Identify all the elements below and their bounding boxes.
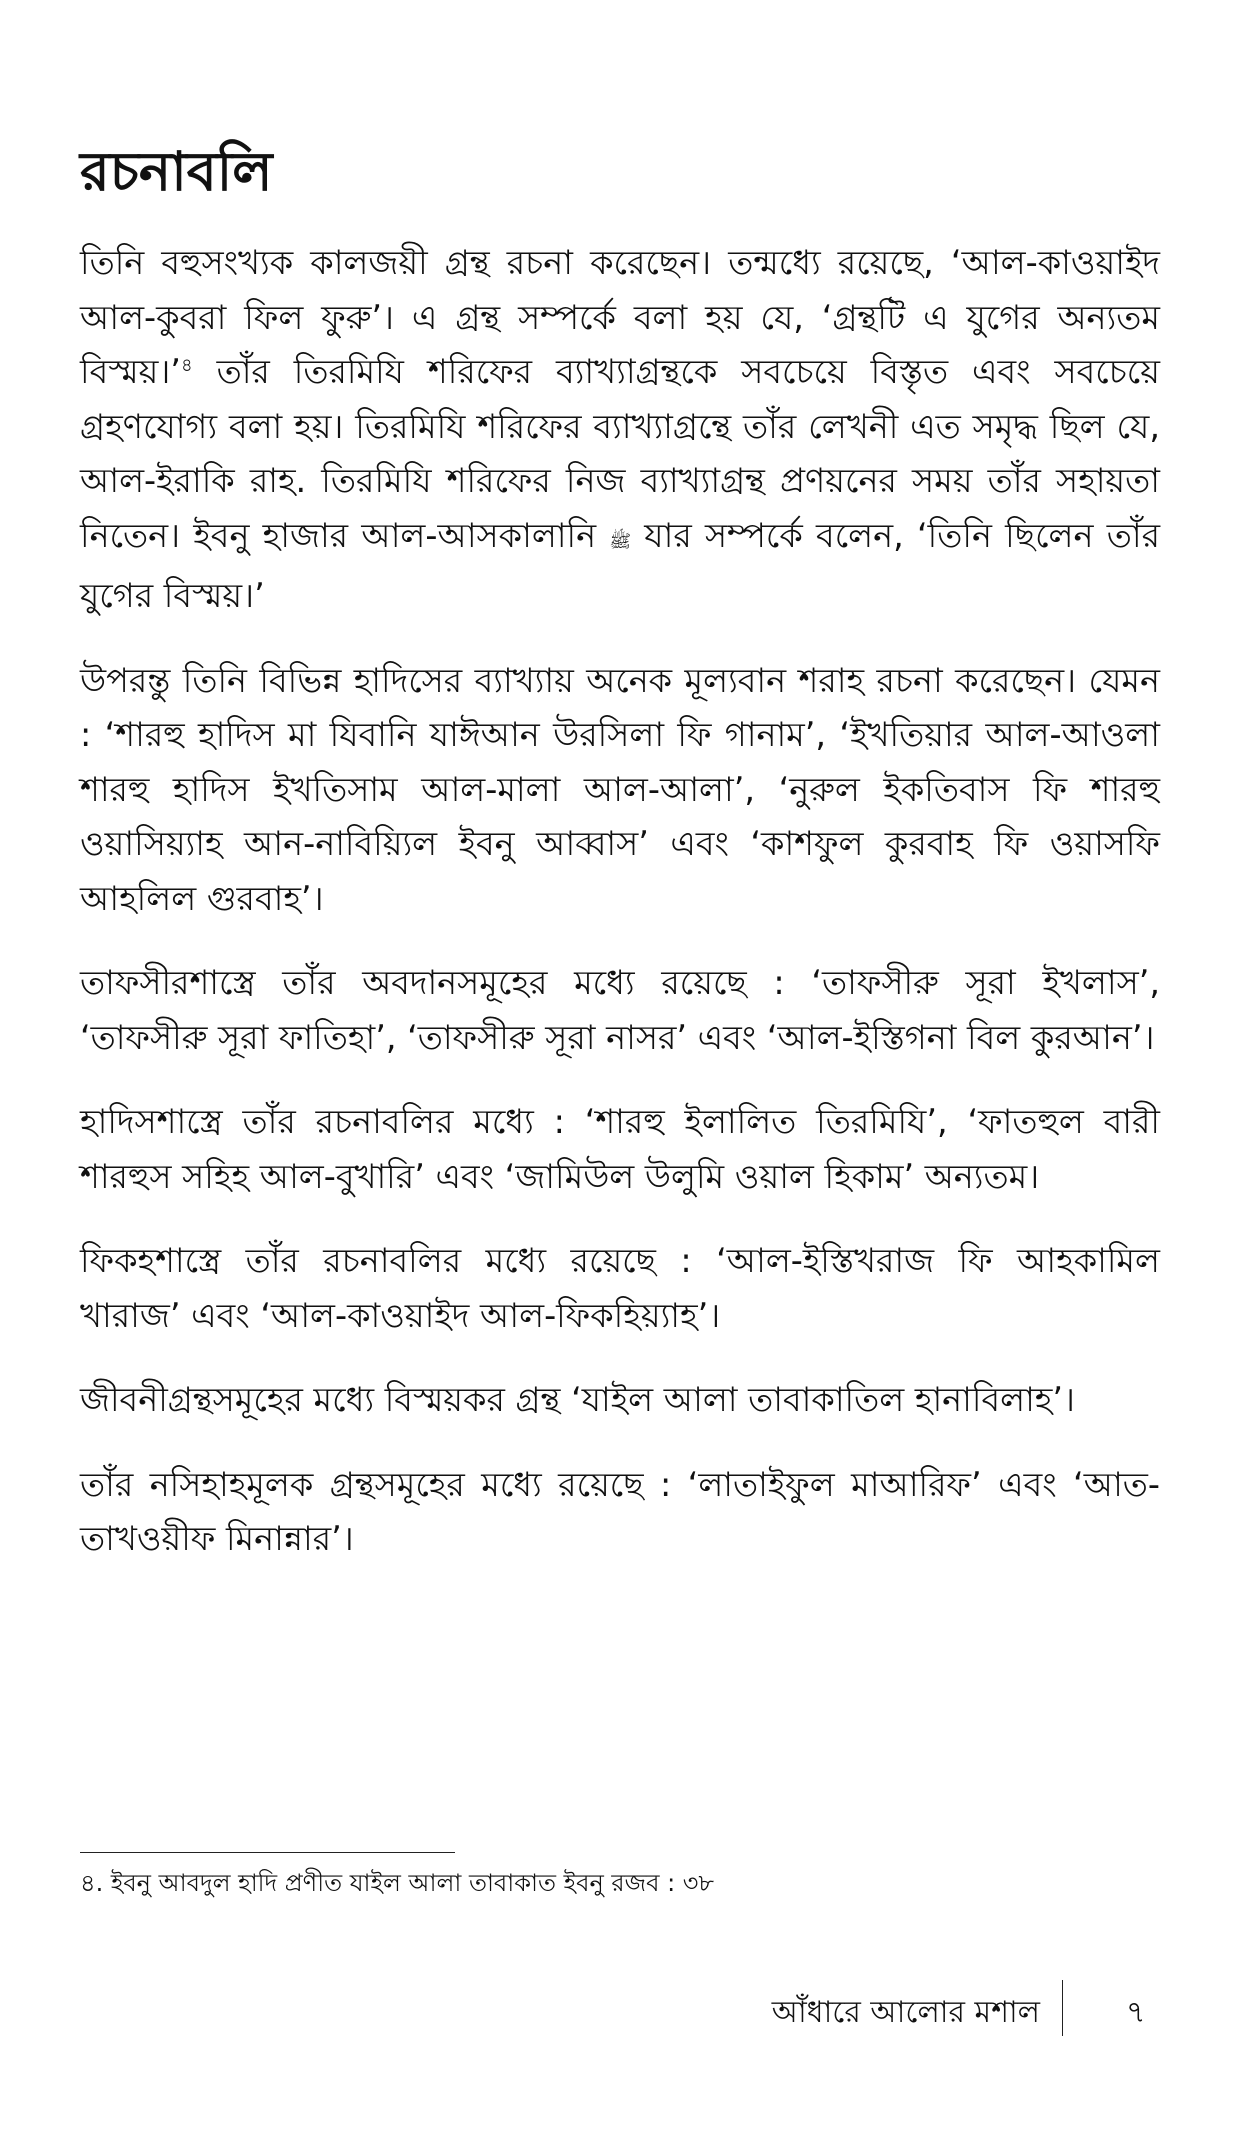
body-text xyxy=(80,236,1160,1597)
paragraph-1 xyxy=(80,236,1160,624)
paragraph-1-text-end: যার সম্পর্কে বলেন, ‘তিনি ছিলেন তাঁর যুগের বিস্ময়।’ xyxy=(80,515,1160,615)
book-title: আঁধারে আলোর মশাল xyxy=(771,1995,1040,2030)
paragraph-6: জীবনীগ্রন্থসমূহের মধ্যে বিস্ময়কর গ্রন্থ ‘যাইল আলা তাবাকাতিল হানাবিলাহ’। xyxy=(80,1380,1076,1419)
honorific-symbol: ﷺ xyxy=(609,530,632,552)
section-heading: রচনাবলি xyxy=(80,140,273,203)
paragraph-5: ফিকহশাস্ত্রে তাঁর রচনাবলির মধ্যে রয়েছে : ‘আল-ইস্তিখরাজ ফি আহকামিল খারাজ’ এবং ‘আল-কাওয়াইদ আল-ফিকহিয়্যাহ’। xyxy=(80,1241,1160,1335)
paragraph-1-text: তিনি বহুসংখ্যক কালজয়ী গ্রন্থ রচনা করেছেন। তন্মধ্যে রয়েছে, ‘আল-কাওয়াইদ আল-কুবরা ফিল ফুরু’। এ গ্রন্থ সম্পর্কে বলা হয় যে, ‘গ্রন্থটি এ যুগের অন্যতম বিস্ময়।’ xyxy=(80,243,1160,391)
paragraph-3: তাফসীরশাস্ত্রে তাঁর অবদানসমূহের মধ্যে রয়েছে : ‘তাফসীরু সূরা ইখলাস’, ‘তাফসীরু সূরা ফাতিহা’, ‘তাফসীরু সূরা নাসর’ এবং ‘আল-ইস্তিগনা বিল কুরআন’। xyxy=(80,963,1160,1057)
footnote-divider xyxy=(80,1852,455,1853)
page-number: ৭ xyxy=(1126,1995,1146,2030)
paragraph-7: তাঁর নসিহাহমূলক গ্রন্থসমূহের মধ্যে রয়েছে : ‘লাতাইফুল মাআরিফ’ এবং ‘আত-তাখওয়ীফ মিনান্নার’। xyxy=(80,1464,1160,1558)
paragraph-2: উপরন্তু তিনি বিভিন্ন হাদিসের ব্যাখ্যায় অনেক মূল্যবান শরাহ রচনা করেছেন। যেমন : ‘শারহু হাদিস মা যিবানি যাঈআন উরসিলা ফি গানাম’, ‘ইখতিয়ার আল-আওলা শারহু হাদিস ইখতিসাম আল-মালা আল-আলা’, ‘নুরুল ইকতিবাস ফি শারহু ওয়াসিয়্যাহ আন-নাবিয়্যিল ইবনু আব্বাস’ এবং ‘কাশফুল কুরবাহ ফি ওয়াসফি আহলিল গুরবাহ’। xyxy=(80,660,1160,918)
paragraph-1-text-continued: তাঁর তিরমিযি শরিফের ব্যাখ্যাগ্রন্থকে সবচেয়ে বিস্তৃত এবং সবচেয়ে গ্রহণযোগ্য বলা হয়। তিরমিযি শরিফের ব্যাখ্যাগ্রন্থে তাঁর লেখনী এত সমৃদ্ধ ছিল যে, আল-ইরাকি রাহ. তিরমিযি শরিফের নিজ ব্যাখ্যাগ্রন্থ প্রণয়নের সময় তাঁর সহায়তা নিতেন। ইবনু হাজার আল-আসকালানি xyxy=(80,352,1160,555)
paragraph-4: হাদিসশাস্ত্রে তাঁর রচনাবলির মধ্যে : ‘শারহু ইলালিত তিরমিযি’, ‘ফাতহুল বারী শারহুস সহিহ আল-বুখারি’ এবং ‘জামিউল উলুমি ওয়াল হিকাম’ অন্যতম। xyxy=(80,1102,1160,1196)
footnote-reference: ৪ xyxy=(180,354,193,376)
running-footer xyxy=(0,1980,1240,2040)
footnote: ৪. ইবনু আবদুল হাদি প্রণীত যাইল আলা তাবাকাত ইবনু রজব : ৩৮ xyxy=(80,1869,714,1897)
footer-divider xyxy=(1062,1980,1063,2036)
